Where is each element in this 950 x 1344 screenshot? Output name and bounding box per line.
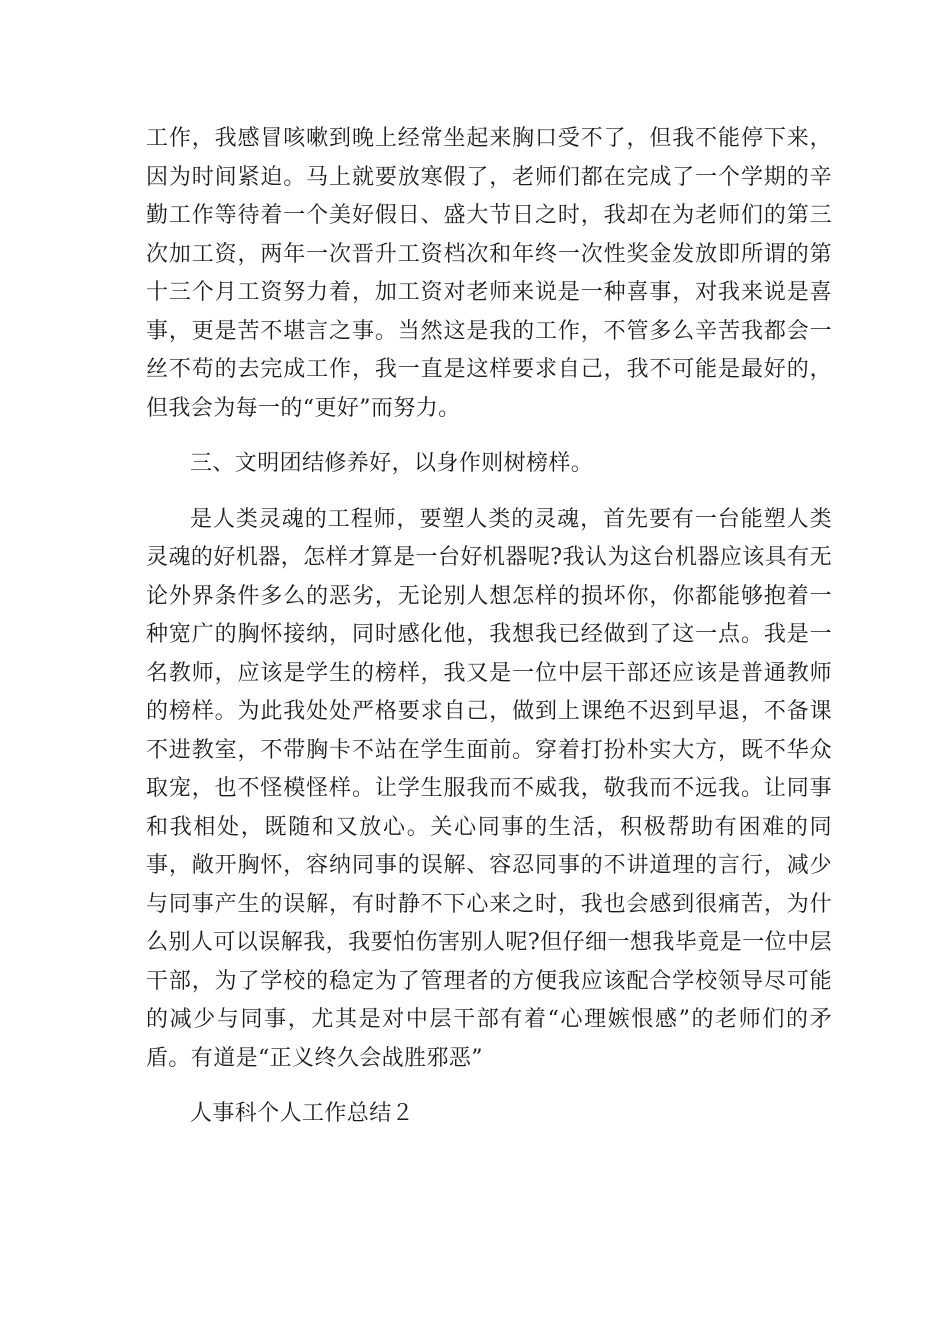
section-heading: 三、文明团结修养好，以身作则树榜样。 [190, 451, 594, 476]
document-subtitle: 人事科个人工作总结２ [190, 1101, 415, 1126]
paragraph-body: 是人类灵魂的工程师，要塑人类的灵魂，首先要有一台能塑人类灵魂的好机器，怎样才算是一台好机器呢?我认为这台机器应该具有无论外界条件多么的恶劣，无论别人想怎样的损坏你，你都能够抱着一种宽广的胸怀接纳，同时感化他，我想我已经做到了这一点。我是一名教师，应该是学生的榜样，我又是一位中层干部还应该是普通教师的榜样。为此我处处严格要求自己，做到上课绝不迟到早退，不备课不进教室，不带胸卡不站在学生面前。穿着打扮朴实大方，既不华众取宠，也不怪模怪样。让学生服我而不威我，敬我而不远我。让同事和我相处，既随和又放心。关心同事的生活，积极帮助有困难的同事，敞开胸怀，容纳同事的误解、容忍同事的不讲道理的言行，减少与同事产生的误解，有时静不下心来之时，我也会感到很痛苦，为什么别人可以误解我，我要怕伤害别人呢?但仔细一想我毕竟是一位中层干部，为了学校的稳定为了管理者的方便我应该配合学校领导尽可能的减少与同事，尤其是对中层干部有着“心理嫉恨感”的老师们的矛盾。有道是“正义终久会战胜邪恶” [146, 506, 832, 1071]
paragraph-continuation: 工作，我感冒咳嗽到晚上经常坐起来胸口受不了，但我不能停下来，因为时间紧迫。马上就要放寒假了，老师们都在完成了一个学期的辛勤工作等待着一个美好假日、盛大节日之时，我却在为老师们的第三次加工资，两年一次晋升工资档次和年终一次性奖金发放即所谓的第十三个月工资努力着，加工资对老师来说是一种喜事，对我来说是喜事，更是苦不堪言之事。当然这是我的工作，不管多么辛苦我都会一丝不苟的去完成工作，我一直是这样要求自己，我不可能是最好的，但我会为每一的“更好”而努力。 [146, 126, 832, 421]
document-body [146, 120, 832, 1134]
